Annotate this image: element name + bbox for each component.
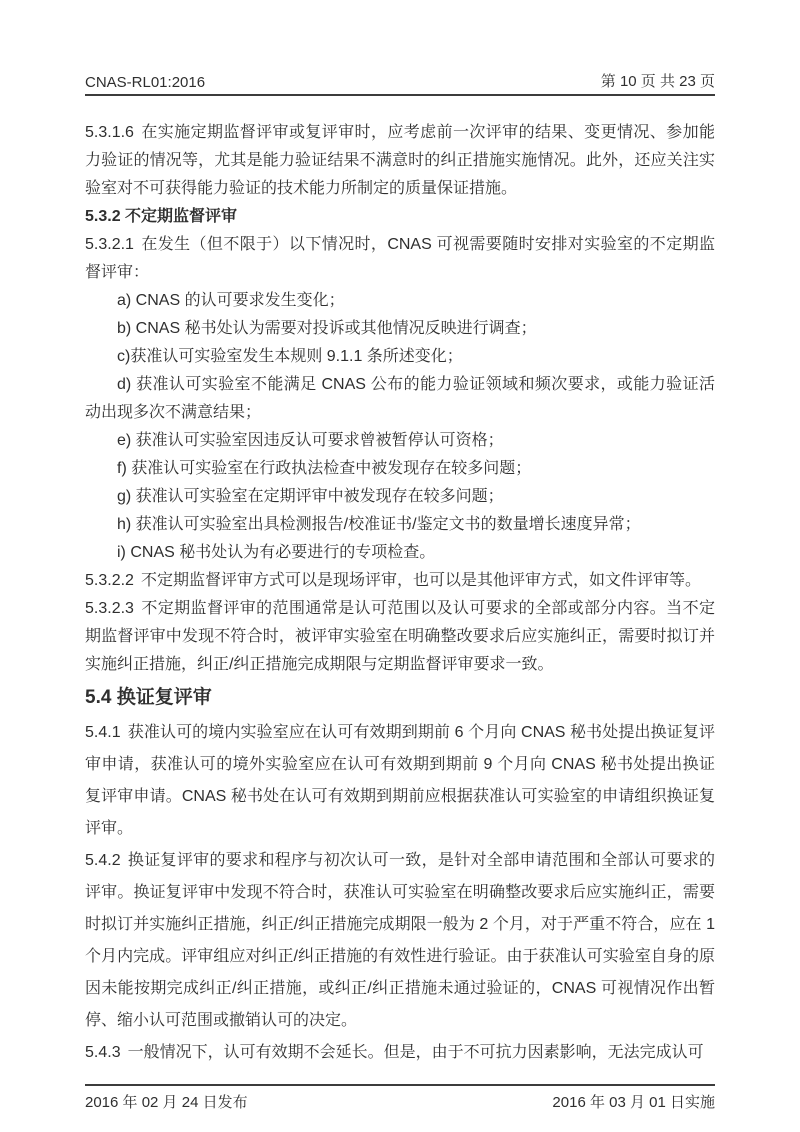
page-number: 第 10 页 共 23 页 xyxy=(600,73,715,90)
clause-5-4-1 xyxy=(85,717,715,845)
list-item-g: g) 获准认可实验室在定期评审中被发现存在较多问题； xyxy=(117,488,504,505)
clause-number: 5.4.3 xyxy=(85,1044,121,1061)
clause-number: 5.3.2.3 xyxy=(85,600,134,617)
clause-5-3-2-2 xyxy=(85,567,715,595)
doc-code: CNAS-RL01:2016 xyxy=(85,74,206,91)
list-item-b: b) CNAS 秘书处认为需要对投诉或其他情况反映进行调查； xyxy=(117,320,537,337)
implement-date: 2016 年 03 月 01 日实施 xyxy=(552,1094,715,1111)
clause-text: 在实施定期监督评审或复评审时，应考虑前一次评审的结果、变更情况、参加能力验证的情况等，尤其是能力验证结果不满意时的纠正措施实施情况。此外，还应关注实验室对不可获得能力验证的技术能力所制定的质量保证措施。 xyxy=(85,124,715,197)
clause-number: 5.3.1.6 xyxy=(85,124,134,141)
list-item-f: f) 获准认可实验室在行政执法检查中被发现存在较多问题； xyxy=(117,460,532,477)
clause-text: 一般情况下，认可有效期不会延长。但是，由于不可抗力因素影响，无法完成认可 xyxy=(127,1044,704,1061)
page-footer xyxy=(85,1084,715,1112)
situation-list xyxy=(85,287,715,567)
list-item-h: h) 获准认可实验室出具检测报告/校准证书/鉴定文书的数量增长速度异常； xyxy=(117,516,641,533)
clause-text: 换证复评审的要求和程序与初次认可一致，是针对全部申请范围和全部认可要求的评审。换证复评审中发现不符合时，获准认可实验室在明确整改要求后应实施纠正，需要时拟订并实施纠正措施，纠正/纠正措施完成期限一般为 2 个月，对于严重不符合，应在 1 个月内完成。评审组应对纠正/纠正措施的有效性进行验证。由于获准认可实验室自身的原因未能按期完成纠正/纠正措施，或纠正/纠正措施未通过验证的，CNAS 可视情况作出暂停、缩小认可范围或撤销认可的决定。 xyxy=(85,852,715,1029)
list-item-e: e) 获准认可实验室因违反认可要求曾被暂停认可资格； xyxy=(117,432,504,449)
clause-number: 5.3.2.1 xyxy=(85,236,134,253)
document-body xyxy=(85,119,715,1069)
list-item-i: i) CNAS 秘书处认为有必要进行的专项检查。 xyxy=(117,544,436,561)
heading-5-3-2: 5.3.2 不定期监督评审 xyxy=(85,208,238,225)
clause-text: 不定期监督评审的范围通常是认可范围以及认可要求的全部或部分内容。当不定期监督评审中发现不符合时，被评审实验室在明确整改要求后应实施纠正，需要时拟订并实施纠正措施，纠正/纠正措施完成期限与定期监督评审要求一致。 xyxy=(85,600,715,673)
clause-5-4-3 xyxy=(85,1037,715,1069)
clause-text: 获准认可的境内实验室应在认可有效期到期前 6 个月向 CNAS 秘书处提出换证复评审申请，获准认可的境外实验室应在认可有效期到期前 9 个月向 CNAS 秘书处提出换证复评审申请。CNAS 秘书处在认可有效期到期前应根据获准认可实验室的申请组织换证复评审。 xyxy=(85,724,715,837)
clause-number: 5.3.2.2 xyxy=(85,572,134,589)
list-item-a: a) CNAS 的认可要求发生变化； xyxy=(117,292,345,309)
issue-date: 2016 年 02 月 24 日发布 xyxy=(85,1094,248,1111)
section-5-3 xyxy=(85,119,715,679)
clause-number: 5.4.2 xyxy=(85,852,121,869)
clause-5-3-1-6 xyxy=(85,119,715,203)
clause-5-3-2-1 xyxy=(85,231,715,287)
clause-text: 在发生（但不限于）以下情况时，CNAS 可视需要随时安排对实验室的不定期监督评审： xyxy=(85,236,715,281)
clause-text: 不定期监督评审方式可以是现场评审，也可以是其他评审方式，如文件评审等。 xyxy=(140,572,701,589)
page-header xyxy=(85,70,715,96)
clause-number: 5.4.1 xyxy=(85,724,121,741)
clause-5-3-2-3 xyxy=(85,595,715,679)
list-item-c: c)获准认可实验室发生本规则 9.1.1 条所述变化； xyxy=(117,348,463,365)
clause-5-4-2 xyxy=(85,845,715,1037)
list-item-d: d) 获准认可实验室不能满足 CNAS 公布的能力验证领域和频次要求，或能力验证活动出现多次不满意结果； xyxy=(85,376,715,421)
heading-5-4: 5.4 换证复评审 xyxy=(85,687,212,708)
section-5-4 xyxy=(85,682,715,1069)
